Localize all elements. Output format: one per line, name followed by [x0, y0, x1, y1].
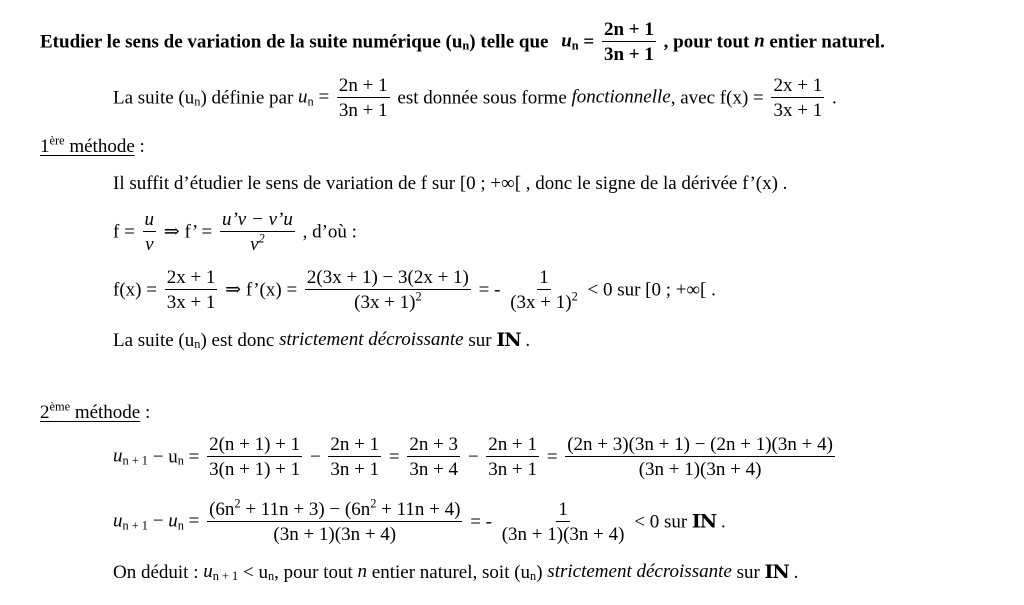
fraction-5: $\frac{(2n + 3)(3n + 1) - (2n + 1)(3n + 4)}{(3n + 1)(3n + 4)}$	[567, 434, 833, 480]
statement-tail: entier naturel.	[769, 31, 885, 53]
fraction-u-over-v: $\frac{u}{v}$	[144, 209, 155, 255]
naturals-symbol: IN	[691, 510, 717, 533]
method2-title: 2ème méthode :	[40, 399, 151, 424]
fraction-4: $\frac{2n + 1}{3n + 1}$	[488, 434, 537, 480]
statement-suffix: , pour tout	[663, 31, 750, 53]
intro-fraction-fx: $\frac{2x + 1}{3x + 1}$	[773, 75, 823, 121]
sequence-symbol: u	[561, 30, 572, 52]
problem-statement	[40, 20, 885, 64]
fraction-1: $\frac{2(n + 1) + 1}{3(n + 1) + 1}$	[209, 434, 301, 480]
variable-n: n	[754, 30, 765, 52]
fraction-expanded: $\frac{(6n^2 + 11n + 3) - (6n^2 + 11n + 4)}{(3n + 1)(3n + 4)}$	[209, 496, 461, 545]
fraction-simplified: $\frac{1}{(3x + 1)^2}$	[510, 267, 578, 313]
fraction-result: $\frac{1}{(3n + 1)(3n + 4)}$	[501, 499, 625, 545]
method2-line2: $u_{n + 1} - u_n$ = $\frac{(6n^2 + 11n + 3) - (6n^2 + 11n + 4)}{(3n + 1)(3n + 4)}$ = - $\frac{1}{(3n + 1)(3n + 4)}$ < 0 sur IN .	[113, 496, 726, 545]
subscript-n: n	[462, 38, 470, 53]
method1-line3: f(x) = $\frac{2x + 1}{3x + 1}$ ⇒ f’(x) = $\frac{2(3x + 1) - 3(2x + 1)}{(3x + 1)^2}$ = - $\frac{1}{(3x + 1)^2}$ < 0 sur [0 ; +∞[ .	[113, 267, 716, 313]
subscript-n: n	[571, 38, 579, 53]
method1-title: 1ère méthode :	[40, 133, 145, 158]
statement-prefix: Etudier le sens de variation de la suite numérique (u	[40, 31, 463, 53]
fraction-derivative: $\frac{2(3x + 1) - 3(2x + 1)}{(3x + 1)^2}$	[306, 267, 469, 313]
statement-fraction: $\frac{2n + 1}{3n + 1}$	[603, 19, 654, 65]
fraction-3: $\frac{2n + 3}{3n + 4}$	[409, 434, 459, 480]
intro-fraction-un: $\frac{2n + 1}{3n + 1}$	[338, 75, 388, 121]
fraction-2: $\frac{2n + 1}{3n + 1}$	[330, 434, 380, 480]
method2-line1: $u_{n + 1} - u_n$ = $\frac{2(n + 1) + 1}{3(n + 1) + 1}$ − $\frac{2n + 1}{3n + 1}$ = $\frac{2n + 3}{3n + 4}$ − $\frac{2n + 1}{3n + 1}$ = $\frac{(2n + 3)(3n + 1) - (2n + 1)(3n + 4)}{(3n + 1)(3n + 4)}$	[113, 434, 833, 480]
naturals-symbol: IN	[496, 329, 521, 352]
italic-fonctionnelle: fonctionnelle	[571, 86, 671, 108]
method1-line2: f = $\frac{u}{v}$ ⇒ f’ = $\frac{u’v - v’u}{v^2}$ , d’où :	[113, 209, 357, 255]
statement-mid: ) telle que	[469, 31, 549, 53]
intro-line: La suite $(u_n)$ définie par $u_n$ = $\frac{2n + 1}{3n + 1}$ est donnée sous forme fonctionnelle, avec f(x) = $\frac{2x + 1}{3x + 1}$ .	[113, 75, 837, 121]
method2-conclusion: On déduit : $u_{n + 1} < u_n$, pour tout n entier naturel, soit $(u_n)$ strictement décroissante sur IN .	[113, 561, 799, 584]
method1-conclusion: La suite $(u_n)$ est donc strictement décroissante sur IN .	[113, 329, 531, 352]
equals-sign: =	[583, 31, 595, 53]
fraction-fx: $\frac{2x + 1}{3x + 1}$	[166, 267, 216, 313]
fraction-quotient-derivative: $\frac{u’v - v’u}{v^2}$	[221, 209, 293, 255]
method1-line1: Il suffit d’étudier le sens de variation de f sur [0 ; +∞[ , donc le signe de la dérivée f’(x) .	[113, 173, 788, 195]
naturals-symbol: IN	[764, 561, 789, 584]
